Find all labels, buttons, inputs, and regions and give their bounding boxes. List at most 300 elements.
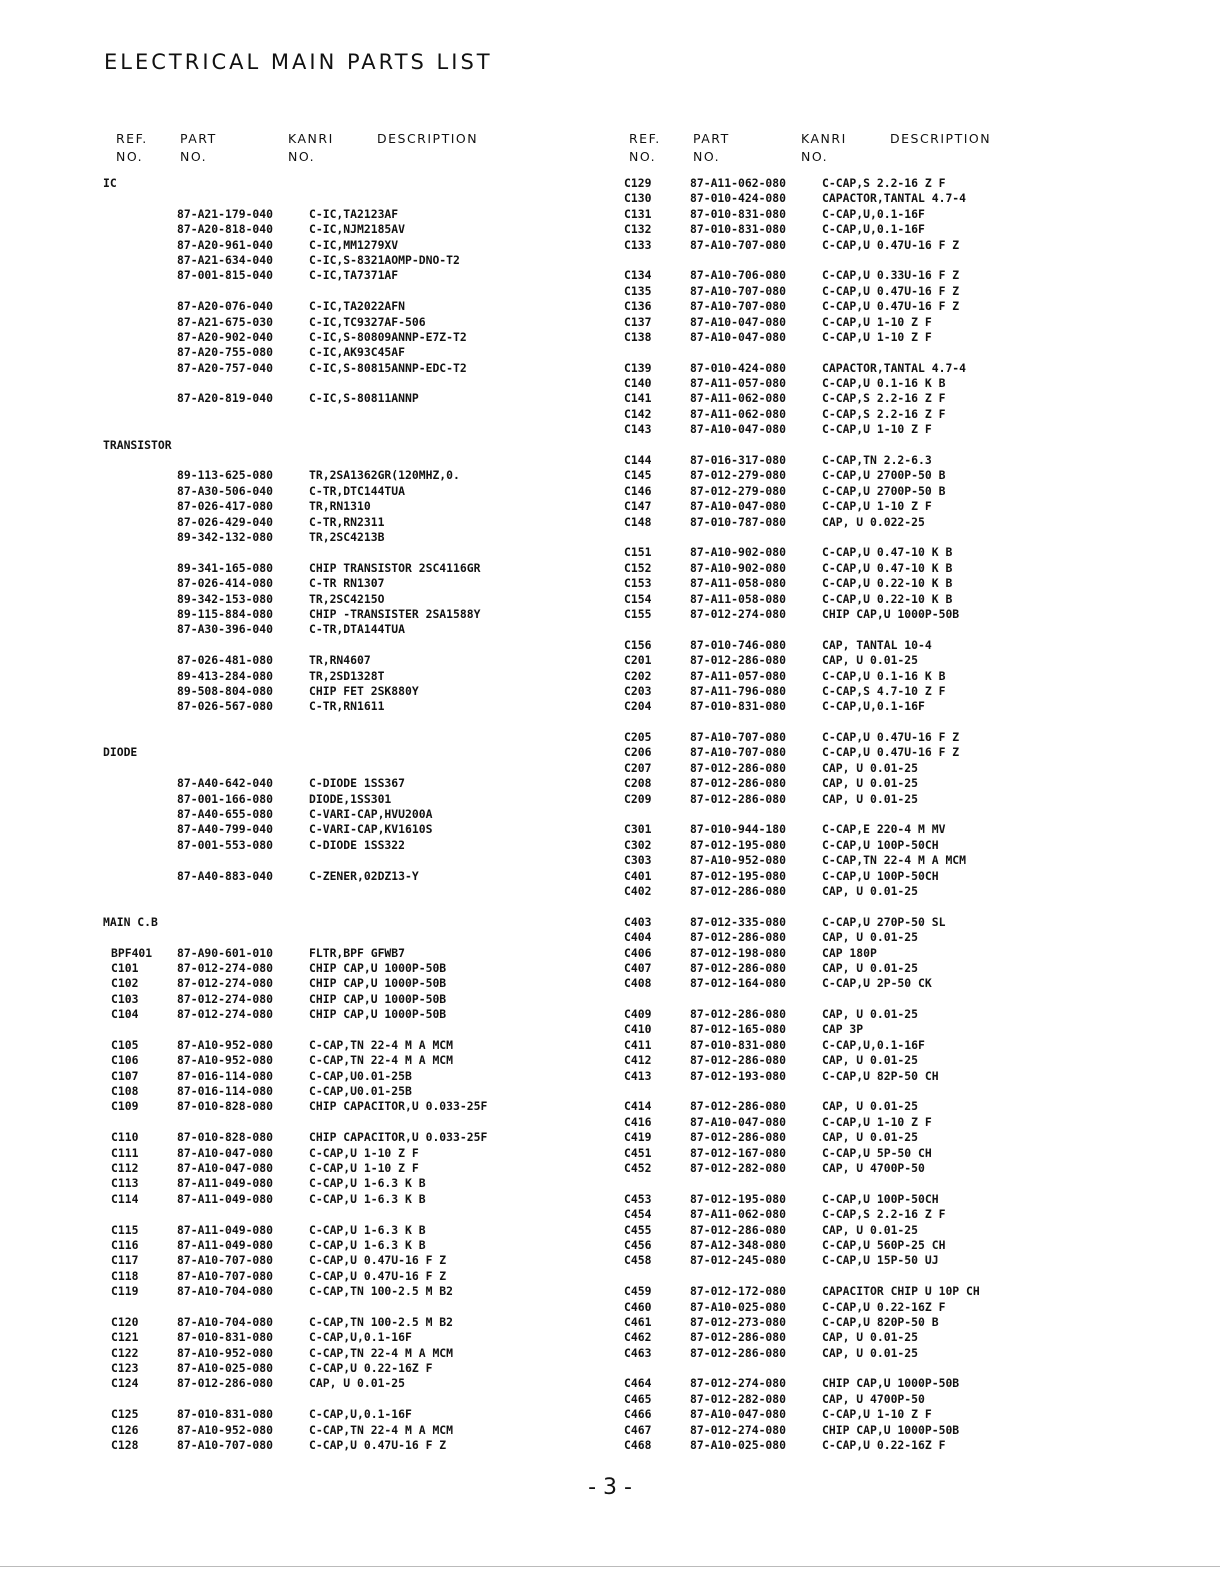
part-description: CAP, U 4700P-50 <box>822 1391 925 1406</box>
part-number: 87-A10-707-080 <box>177 1253 274 1268</box>
part-number: 87-012-286-080 <box>690 776 787 791</box>
part-description: C-CAP,U 5P-50 CH <box>822 1145 932 1160</box>
part-number: 87-A10-707-080 <box>690 237 787 252</box>
parts-row <box>616 1146 1036 1161</box>
ref-number: C209 <box>624 791 652 806</box>
ref-number: C411 <box>624 1037 652 1052</box>
parts-row <box>103 207 523 222</box>
part-description: C-CAP,U 0.33U-16 F Z <box>822 268 960 283</box>
parts-row <box>616 422 1036 437</box>
parts-row <box>103 345 523 360</box>
part-description: CAP, U 0.01-25 <box>822 776 919 791</box>
part-description: C-CAP,E 220-4 M MV <box>822 822 946 837</box>
parts-row <box>616 1438 1036 1453</box>
part-number: 87-A11-796-080 <box>690 683 787 698</box>
part-description: C-CAP,U 0.22-16Z F <box>822 1299 946 1314</box>
parts-row <box>103 253 523 268</box>
part-description: CAP, U 0.01-25 <box>822 791 919 806</box>
ref-number: C107 <box>111 1068 139 1083</box>
section-heading <box>103 915 523 930</box>
part-description: C-CAP,S 2.2-16 Z F <box>822 176 946 190</box>
part-description: C-CAP,U 0.1-16 K B <box>822 668 946 683</box>
part-description: C-CAP,U 0.47U-16 F Z <box>822 237 960 252</box>
ref-number: C131 <box>624 206 652 221</box>
part-description: TR,2SC4215O <box>309 591 385 606</box>
parts-row <box>103 222 523 237</box>
parts-row <box>616 946 1036 961</box>
part-description: C-IC,NJM2185AV <box>309 222 406 237</box>
ref-number: C453 <box>624 1191 652 1206</box>
blank-row <box>616 715 1036 730</box>
parts-row <box>103 1253 523 1268</box>
parts-row <box>103 1069 523 1084</box>
part-number: 87-012-286-080 <box>177 1376 274 1391</box>
parts-row <box>103 361 523 376</box>
part-number: 87-A90-601-010 <box>177 945 274 960</box>
blank-row <box>616 253 1036 268</box>
part-number: 87-001-166-080 <box>177 791 274 806</box>
part-description: CHIP FET 2SK880Y <box>309 683 419 698</box>
part-description: C-CAP,U0.01-25B <box>309 1068 412 1083</box>
part-description: TR,RN1310 <box>309 499 371 514</box>
part-number: 87-A11-058-080 <box>690 576 787 591</box>
ref-number: C402 <box>624 883 652 898</box>
parts-row <box>616 1392 1036 1407</box>
document-title: ELECTRICAL MAIN PARTS LIST <box>104 50 493 74</box>
part-number: 87-A10-952-080 <box>177 1345 274 1360</box>
parts-row <box>616 592 1036 607</box>
part-number: 87-A10-704-080 <box>177 1314 274 1329</box>
blank-row <box>103 407 523 422</box>
part-description: CHIP CAP,U 1000P-50B <box>309 976 447 991</box>
ref-number: C145 <box>624 468 652 483</box>
parts-row <box>616 576 1036 591</box>
part-number: 87-012-274-080 <box>690 606 787 621</box>
part-description: C-CAP,TN 22-4 M A MCM <box>309 1053 454 1068</box>
part-description: CAPACTOR,TANTAL 4.7-4 <box>822 360 967 375</box>
ref-number: C465 <box>624 1391 652 1406</box>
ref-number: C120 <box>111 1314 139 1329</box>
part-description: C-CAP,TN 2.2-6.3 <box>822 453 932 468</box>
part-number: 87-016-114-080 <box>177 1084 274 1099</box>
ref-number: C451 <box>624 1145 652 1160</box>
part-number: 87-012-286-080 <box>690 760 787 775</box>
part-description: C-CAP,U,0.1-16F <box>822 699 925 714</box>
parts-row <box>616 1161 1036 1176</box>
part-number: 87-012-279-080 <box>690 468 787 483</box>
part-number: 87-026-567-080 <box>177 699 274 714</box>
section-heading <box>103 438 523 453</box>
parts-row <box>103 1053 523 1068</box>
header-part: PART <box>180 131 217 146</box>
parts-row <box>103 515 523 530</box>
parts-row <box>616 376 1036 391</box>
part-number: 87-012-274-080 <box>177 1007 274 1022</box>
section-title: MAIN C.B <box>103 914 158 929</box>
ref-number: C414 <box>624 1099 652 1114</box>
header-kanri-no: NO. <box>801 149 829 164</box>
parts-row <box>103 976 523 991</box>
part-description: C-CAP,TN 22-4 M A MCM <box>309 1422 454 1437</box>
part-description: C-CAP,U 1-6.3 K B <box>309 1176 426 1191</box>
part-number: 87-026-414-080 <box>177 576 274 591</box>
part-description: C-CAP,S 2.2-16 Z F <box>822 391 946 406</box>
parts-row <box>616 1223 1036 1238</box>
part-description: C-CAP,U 820P-50 B <box>822 1314 939 1329</box>
ref-number: C130 <box>624 191 652 206</box>
parts-row <box>103 1176 523 1191</box>
part-description: CHIP CAP,U 1000P-50B <box>822 606 960 621</box>
part-number: 87-A21-179-040 <box>177 206 274 221</box>
part-number: 87-A11-049-080 <box>177 1176 274 1191</box>
parts-row <box>103 268 523 283</box>
blank-row <box>103 1300 523 1315</box>
part-description: C-VARI-CAP,HVU200A <box>309 807 433 822</box>
parts-row <box>616 607 1036 622</box>
part-number: 87-A11-057-080 <box>690 376 787 391</box>
blank-row <box>103 853 523 868</box>
part-description: C-TR,RN1611 <box>309 699 385 714</box>
parts-row <box>103 576 523 591</box>
part-description: C-CAP,U 0.1-16 K B <box>822 376 946 391</box>
parts-row <box>103 776 523 791</box>
parts-row <box>103 1146 523 1161</box>
part-description: C-IC,S-80811ANNP <box>309 391 419 406</box>
parts-row <box>616 561 1036 576</box>
part-number: 87-012-198-080 <box>690 945 787 960</box>
ref-number: C136 <box>624 299 652 314</box>
parts-row <box>103 946 523 961</box>
header-kanri-no: NO. <box>288 149 316 164</box>
ref-number: C103 <box>111 991 139 1006</box>
part-number: 87-A10-047-080 <box>690 1407 787 1422</box>
part-number: 87-010-424-080 <box>690 191 787 206</box>
ref-number: C458 <box>624 1253 652 1268</box>
blank-row <box>103 453 523 468</box>
part-description: C-CAP,U 100P-50CH <box>822 868 939 883</box>
part-description: C-CAP,U 100P-50CH <box>822 837 939 852</box>
ref-number: C464 <box>624 1376 652 1391</box>
part-description: C-CAP,U 560P-25 CH <box>822 1237 946 1252</box>
parts-row <box>616 1192 1036 1207</box>
ref-number: C154 <box>624 591 652 606</box>
part-description: C-CAP,TN 100-2.5 M B2 <box>309 1314 454 1329</box>
part-description: C-CAP,U 0.47-10 K B <box>822 560 953 575</box>
parts-row <box>616 391 1036 406</box>
part-number: 87-012-286-080 <box>690 1130 787 1145</box>
part-description: C-CAP,U 2700P-50 B <box>822 468 946 483</box>
part-description: C-IC,AK93C45AF <box>309 345 406 360</box>
parts-row <box>103 238 523 253</box>
part-description: CHIP TRANSISTOR 2SC4116GR <box>309 560 481 575</box>
parts-row <box>103 807 523 822</box>
ref-number: C201 <box>624 653 652 668</box>
parts-row <box>616 1007 1036 1022</box>
part-number: 87-016-114-080 <box>177 1068 274 1083</box>
part-number: 89-508-804-080 <box>177 683 274 698</box>
blank-row <box>103 1207 523 1222</box>
parts-row <box>616 669 1036 684</box>
parts-row <box>616 776 1036 791</box>
ref-number: C141 <box>624 391 652 406</box>
header-kanri: KANRI <box>801 131 847 146</box>
parts-row <box>616 1284 1036 1299</box>
part-number: 87-A20-819-040 <box>177 391 274 406</box>
part-description: CAP, U 0.01-25 <box>822 1130 919 1145</box>
parts-row <box>616 468 1036 483</box>
part-description: C-CAP,U 0.47U-16 F Z <box>309 1438 447 1453</box>
header-part-no: NO. <box>180 149 208 164</box>
part-description: C-CAP,U 0.47U-16 F Z <box>822 283 960 298</box>
ref-number: C156 <box>624 637 652 652</box>
parts-row <box>616 699 1036 714</box>
part-description: CAP, U 0.01-25 <box>822 1345 919 1360</box>
part-description: TR,2SA1362GR(120MHZ,0. <box>309 468 460 483</box>
ref-number: C153 <box>624 576 652 591</box>
part-number: 87-012-195-080 <box>690 1191 787 1206</box>
ref-number: C135 <box>624 283 652 298</box>
parts-column-left <box>103 176 523 1453</box>
blank-row <box>616 899 1036 914</box>
ref-number: C126 <box>111 1422 139 1437</box>
ref-number: C132 <box>624 222 652 237</box>
blank-row <box>103 376 523 391</box>
part-number: 87-A10-047-080 <box>177 1161 274 1175</box>
part-description: CAP, U 0.01-25 <box>822 1099 919 1114</box>
part-description: FLTR,BPF GFWB7 <box>309 945 406 960</box>
part-number: 87-A11-062-080 <box>690 1207 787 1222</box>
ref-number: C106 <box>111 1053 139 1068</box>
part-number: 87-A10-707-080 <box>690 283 787 298</box>
part-number: 87-A10-047-080 <box>177 1145 274 1160</box>
ref-number: C109 <box>111 1099 139 1114</box>
parts-row <box>616 869 1036 884</box>
part-number: 87-A11-049-080 <box>177 1191 274 1206</box>
ref-number: C419 <box>624 1130 652 1145</box>
blank-row <box>103 899 523 914</box>
ref-number: C401 <box>624 868 652 883</box>
ref-number: C140 <box>624 376 652 391</box>
ref-number: C139 <box>624 360 652 375</box>
parts-row <box>103 499 523 514</box>
part-number: 87-A11-058-080 <box>690 591 787 606</box>
parts-row <box>103 1330 523 1345</box>
parts-row <box>103 699 523 714</box>
ref-number: C146 <box>624 483 652 498</box>
part-number: 87-012-193-080 <box>690 1068 787 1083</box>
parts-row <box>616 545 1036 560</box>
parts-row <box>103 1269 523 1284</box>
parts-row <box>616 207 1036 222</box>
blank-row <box>103 284 523 299</box>
blank-row <box>103 638 523 653</box>
ref-number: C108 <box>111 1084 139 1099</box>
blank-row <box>103 1392 523 1407</box>
blank-row <box>103 191 523 206</box>
parts-row <box>103 653 523 668</box>
page-number: - 3 - <box>588 1475 632 1500</box>
part-number: 87-026-481-080 <box>177 653 274 668</box>
header-ref: REF. <box>629 131 661 146</box>
part-number: 87-012-274-080 <box>690 1422 787 1437</box>
part-number: 87-A12-348-080 <box>690 1237 787 1252</box>
ref-number: C128 <box>111 1438 139 1453</box>
part-number: 87-A10-047-080 <box>690 499 787 514</box>
part-number: 87-A21-675-030 <box>177 314 274 329</box>
part-description: C-CAP,U 0.22-16Z F <box>309 1361 433 1376</box>
part-number: 87-012-273-080 <box>690 1314 787 1329</box>
parts-row <box>616 684 1036 699</box>
part-number: 87-A10-952-080 <box>177 1422 274 1437</box>
parts-row <box>616 361 1036 376</box>
ref-number: C461 <box>624 1314 652 1329</box>
ref-number: C203 <box>624 683 652 698</box>
parts-row <box>616 653 1036 668</box>
part-description: C-IC,S-80809ANNP-E7Z-T2 <box>309 329 467 344</box>
parts-row <box>103 1084 523 1099</box>
header-part-no: NO. <box>693 149 721 164</box>
part-number: 87-012-286-080 <box>690 1099 787 1114</box>
parts-row <box>616 1038 1036 1053</box>
part-number: 87-A40-642-040 <box>177 776 274 791</box>
part-number: 87-A10-707-080 <box>690 730 787 745</box>
parts-row <box>103 315 523 330</box>
part-number: 87-012-274-080 <box>177 991 274 1006</box>
parts-row <box>616 1207 1036 1222</box>
blank-row <box>616 1176 1036 1191</box>
part-number: 87-012-172-080 <box>690 1284 787 1299</box>
ref-number: BPF401 <box>111 945 153 960</box>
parts-row <box>616 1330 1036 1345</box>
parts-row <box>103 1376 523 1391</box>
part-description: C-IC,MM1279XV <box>309 237 399 252</box>
part-number: 87-010-787-080 <box>690 514 787 529</box>
part-number: 87-012-167-080 <box>690 1145 787 1160</box>
part-number: 87-012-286-080 <box>690 930 787 945</box>
parts-row <box>616 976 1036 991</box>
ref-number: C452 <box>624 1161 652 1175</box>
ref-number: C148 <box>624 514 652 529</box>
ref-number: C142 <box>624 406 652 421</box>
parts-row <box>616 745 1036 760</box>
blank-row <box>616 807 1036 822</box>
part-description: CAP, U 0.01-25 <box>822 1330 919 1345</box>
parts-row <box>616 238 1036 253</box>
part-description: C-TR,DTA144TUA <box>309 622 406 637</box>
part-number: 87-A10-047-080 <box>690 1114 787 1129</box>
parts-row <box>616 730 1036 745</box>
part-number: 87-012-282-080 <box>690 1161 787 1175</box>
part-description: CHIP CAPACITOR,U 0.033-25F <box>309 1130 488 1145</box>
parts-row <box>103 684 523 699</box>
part-description: CAP, U 0.01-25 <box>822 930 919 945</box>
parts-row <box>616 284 1036 299</box>
ref-number: C121 <box>111 1330 139 1345</box>
ref-number: C460 <box>624 1299 652 1314</box>
ref-number: C152 <box>624 560 652 575</box>
ref-number: C302 <box>624 837 652 852</box>
parts-row <box>103 1130 523 1145</box>
parts-row <box>103 1099 523 1114</box>
parts-row <box>103 1315 523 1330</box>
parts-row <box>103 330 523 345</box>
part-description: CHIP -TRANSISTER 2SA1588Y <box>309 606 481 621</box>
ref-number: C455 <box>624 1222 652 1237</box>
ref-number: C118 <box>111 1268 139 1283</box>
parts-row <box>616 1300 1036 1315</box>
part-number: 87-010-831-080 <box>690 1037 787 1052</box>
section-title: IC <box>103 176 117 190</box>
ref-number: C412 <box>624 1053 652 1068</box>
part-description: C-CAP,U 15P-50 UJ <box>822 1253 939 1268</box>
part-description: CAP, U 0.01-25 <box>822 1222 919 1237</box>
ref-number: C111 <box>111 1145 139 1160</box>
part-description: C-TR,RN2311 <box>309 514 385 529</box>
part-number: 87-001-815-040 <box>177 268 274 283</box>
part-number: 87-A10-707-080 <box>177 1438 274 1453</box>
ref-number: C105 <box>111 1037 139 1052</box>
part-description: C-CAP,S 2.2-16 Z F <box>822 1207 946 1222</box>
ref-number: C133 <box>624 237 652 252</box>
part-description: C-CAP,U,0.1-16F <box>822 206 925 221</box>
part-description: C-CAP,U 0.47U-16 F Z <box>309 1253 447 1268</box>
page-edge-divider <box>0 1566 1220 1567</box>
blank-row <box>616 1269 1036 1284</box>
part-description: C-CAP,U,0.1-16F <box>309 1407 412 1422</box>
section-title: TRANSISTOR <box>103 437 172 452</box>
part-description: C-CAP,U,0.1-16F <box>822 222 925 237</box>
parts-row <box>103 1161 523 1176</box>
header-kanri: KANRI <box>288 131 334 146</box>
part-description: C-CAP,U 1-10 Z F <box>822 1114 932 1129</box>
parts-row <box>616 761 1036 776</box>
part-number: 87-012-286-080 <box>690 1007 787 1022</box>
part-number: 87-A10-902-080 <box>690 560 787 575</box>
ref-number: C125 <box>111 1407 139 1422</box>
part-description: C-DIODE 1SS367 <box>309 776 406 791</box>
parts-row <box>103 561 523 576</box>
part-number: 87-012-335-080 <box>690 914 787 929</box>
part-number: 87-A20-818-040 <box>177 222 274 237</box>
part-number: 87-A10-025-080 <box>177 1361 274 1376</box>
part-number: 87-A20-755-080 <box>177 345 274 360</box>
part-description: C-CAP,TN 100-2.5 M B2 <box>309 1284 454 1299</box>
parts-row <box>616 884 1036 899</box>
part-description: C-IC,TC9327AF-506 <box>309 314 426 329</box>
parts-row <box>616 315 1036 330</box>
part-number: 87-001-553-080 <box>177 837 274 852</box>
parts-row <box>616 1069 1036 1084</box>
ref-number: C138 <box>624 329 652 344</box>
part-description: C-IC,S-80815ANNP-EDC-T2 <box>309 360 467 375</box>
ref-number: C301 <box>624 822 652 837</box>
part-description: TR,RN4607 <box>309 653 371 668</box>
part-number: 87-A10-952-080 <box>177 1037 274 1052</box>
ref-number: C462 <box>624 1330 652 1345</box>
ref-number: C147 <box>624 499 652 514</box>
part-description: TR,2SC4213B <box>309 529 385 544</box>
parts-row <box>616 1053 1036 1068</box>
blank-row <box>103 1022 523 1037</box>
part-number: 87-A20-757-040 <box>177 360 274 375</box>
part-number: 87-012-286-080 <box>690 1345 787 1360</box>
parts-row <box>616 792 1036 807</box>
blank-row <box>103 422 523 437</box>
parts-row <box>103 838 523 853</box>
parts-row <box>616 1376 1036 1391</box>
parts-row <box>616 1315 1036 1330</box>
parts-row <box>103 992 523 1007</box>
